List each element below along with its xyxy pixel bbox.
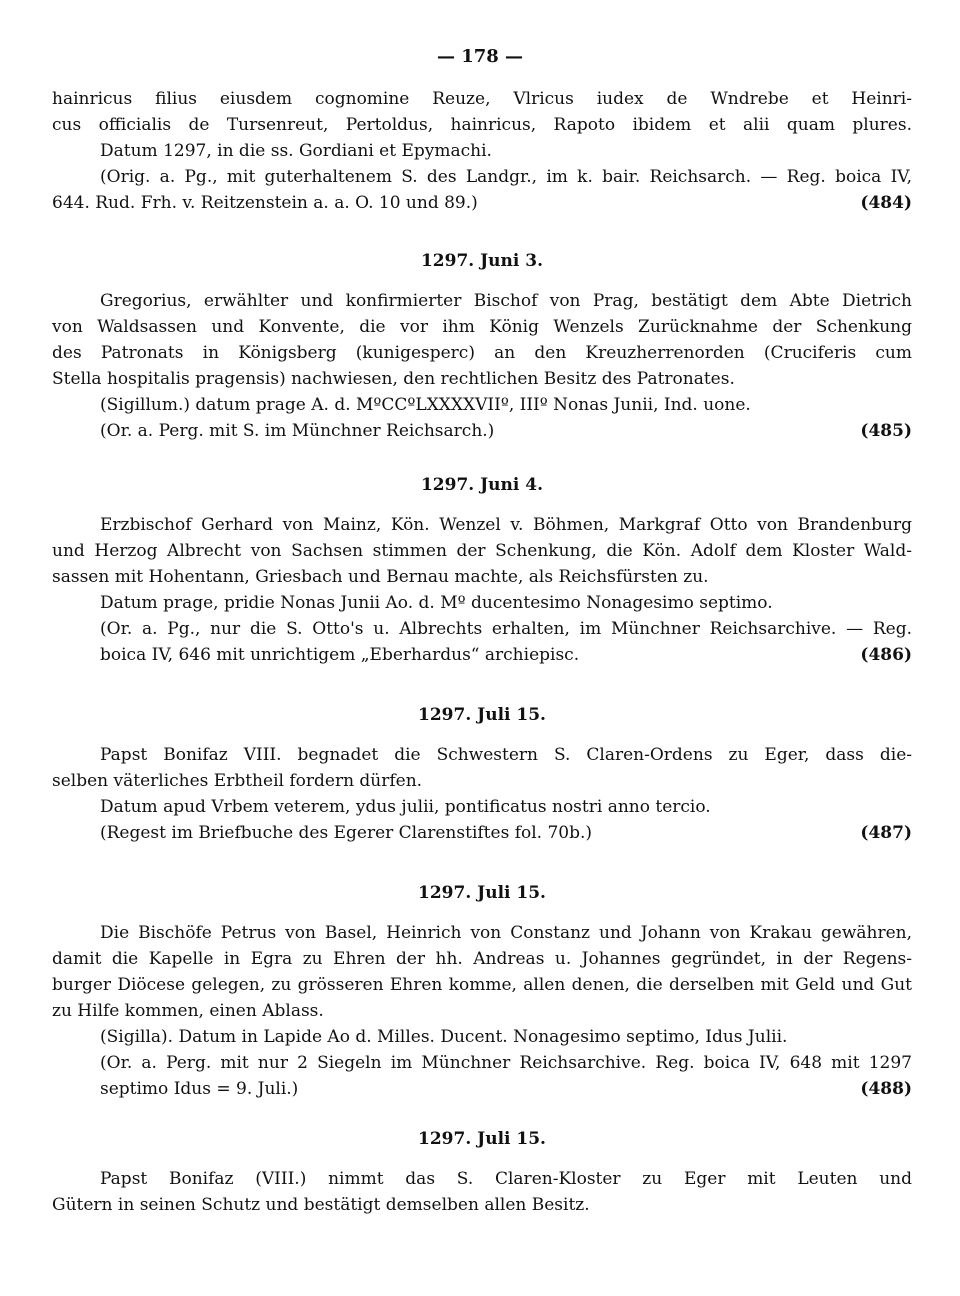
source-text: (Or. a. Perg. mit S. im Münchner Reichsarch.) xyxy=(100,421,495,441)
entry-486 xyxy=(52,472,912,668)
entry-number: (484) xyxy=(860,193,912,213)
entry-number: (488) xyxy=(860,1079,912,1099)
entry-484-continuation xyxy=(52,86,912,216)
entry-487 xyxy=(52,702,912,846)
entry-date: 1297. Juni 3. xyxy=(420,251,544,271)
source-row xyxy=(52,418,912,444)
text-line: (Orig. a. Pg., mit guterhaltenem S. des Landgr., im k. bair. Reichsarch. — Reg. boica IV, xyxy=(100,167,912,187)
text-line: Papst Bonifaz VIII. begnadet die Schwestern S. Claren-Ordens zu Eger, dass die- xyxy=(100,745,912,765)
text-line: sassen mit Hohentann, Griesbach und Bernau machte, als Reichsfürsten zu. xyxy=(52,567,709,587)
source-text: (Regest im Briefbuche des Egerer Clarenstiftes fol. 70b.) xyxy=(100,823,593,843)
text-line: Datum apud Vrbem veterem, ydus julii, pontificatus nostri anno tercio. xyxy=(100,797,711,817)
source-text: 644. Rud. Frh. v. Reitzenstein a. a. O. 10 und 89.) xyxy=(52,193,478,213)
text-line: und Herzog Albrecht von Sachsen stimmen der Schenkung, die Kön. Adolf dem Kloster Wald- xyxy=(52,541,912,561)
text-line: hainricus filius eiusdem cognomine Reuze, Vlricus iudex de Wndrebe et Heinri- xyxy=(52,89,912,109)
text-line: Erzbischof Gerhard von Mainz, Kön. Wenzel v. Böhmen, Markgraf Otto von Brandenburg xyxy=(100,515,912,535)
text-line: zu Hilfe kommen, einen Ablass. xyxy=(52,1001,324,1021)
text-line: Datum prage, pridie Nonas Junii Ao. d. Mº ducentesimo Nonagesimo septimo. xyxy=(100,593,773,613)
entry-488 xyxy=(52,880,912,1102)
source-row xyxy=(52,820,912,846)
entry-date: 1297. Juni 4. xyxy=(420,475,544,495)
text-line: (Or. a. Pg., nur die S. Otto's u. Albrechts erhalten, im Münchner Reichsarchive. — Reg. xyxy=(100,619,912,639)
text-line: Papst Bonifaz (VIII.) nimmt das S. Claren-Kloster zu Eger mit Leuten und xyxy=(100,1169,912,1189)
text-line: Gregorius, erwählter und konfirmierter Bischof von Prag, bestätigt dem Abte Dietrich xyxy=(100,291,912,311)
text-line: Die Bischöfe Petrus von Basel, Heinrich von Constanz und Johann von Krakau gewähren, xyxy=(100,923,912,943)
text-line: von Waldsassen und Konvente, die vor ihm König Wenzels Zurücknahme der Schenkung xyxy=(52,317,912,337)
source-row xyxy=(52,190,912,216)
entry-number: (487) xyxy=(860,823,912,843)
text-line: (Sigilla). Datum in Lapide Ao d. Milles. Ducent. Nonagesimo septimo, Idus Julii. xyxy=(100,1027,788,1047)
text-line: damit die Kapelle in Egra zu Ehren der hh. Andreas u. Johannes gegründet, in der Regens- xyxy=(52,949,912,969)
text-line: Gütern in seinen Schutz und bestätigt demselben allen Besitz. xyxy=(52,1195,590,1215)
text-line: cus officialis de Tursenreut, Pertoldus, hainricus, Rapoto ibidem et alii quam plures. xyxy=(52,115,912,135)
page-number: — 178 — xyxy=(436,46,524,67)
text-line: Datum 1297, in die ss. Gordiani et Epymachi. xyxy=(100,141,492,161)
entry-date: 1297. Juli 15. xyxy=(418,705,546,725)
source-row xyxy=(52,1076,912,1102)
text-line: (Or. a. Perg. mit nur 2 Siegeln im Münchner Reichsarchive. Reg. boica IV, 648 mit 1297 xyxy=(100,1053,912,1073)
source-text: septimo Idus = 9. Juli.) xyxy=(100,1079,299,1099)
source-row xyxy=(52,642,912,668)
entry-number: (485) xyxy=(860,421,912,441)
text-line: (Sigillum.) datum prage A. d. MºCCºLXXXXVIIº, IIIº Nonas Junii, Ind. uone. xyxy=(100,395,751,415)
text-line: selben väterliches Erbtheil fordern dürfen. xyxy=(52,771,423,791)
entry-date: 1297. Juli 15. xyxy=(418,883,546,903)
text-line: burger Diöcese gelegen, zu grösseren Ehren komme, allen denen, die derselben mit Geld und Gut xyxy=(52,975,912,995)
text-line: Stella hospitalis pragensis) nachwiesen, den rechtlichen Besitz des Patronates. xyxy=(52,369,735,389)
entry-number: (486) xyxy=(860,645,912,665)
text-line: des Patronats in Königsberg (kunigesperc) an den Kreuzherrenorden (Cruciferis cum xyxy=(52,343,912,363)
source-text: boica IV, 646 mit unrichtigem „Eberhardus“ archiepisc. xyxy=(100,645,580,665)
entry-date: 1297. Juli 15. xyxy=(418,1129,546,1149)
entry-489 xyxy=(52,1126,912,1218)
entry-485 xyxy=(52,248,912,444)
